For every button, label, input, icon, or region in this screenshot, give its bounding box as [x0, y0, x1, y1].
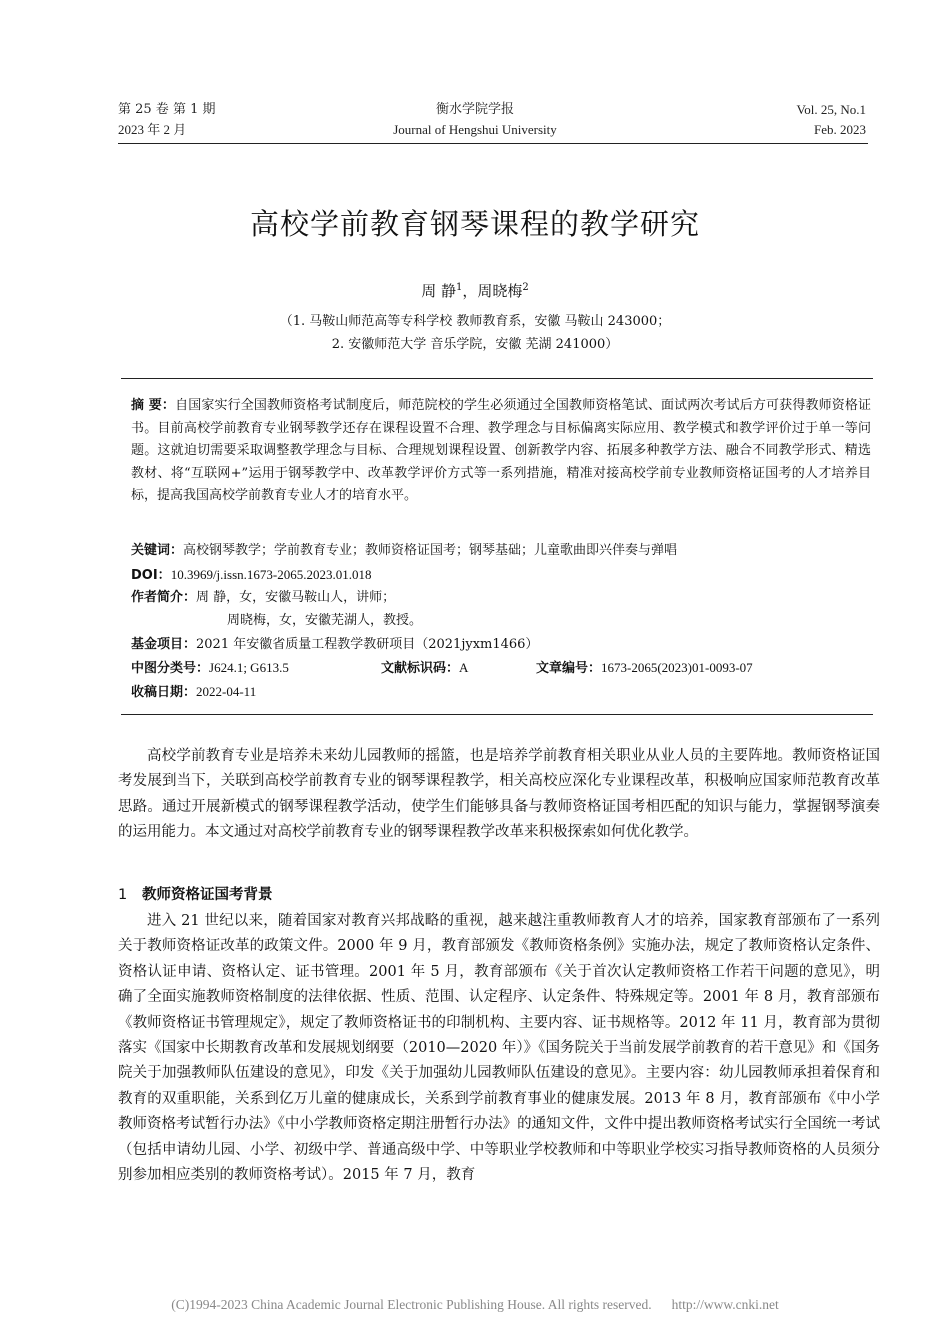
header-divider — [118, 143, 868, 144]
doc-code-value: A — [459, 660, 469, 675]
issue-date: 2023 年 2 月 — [118, 122, 187, 137]
affiliation-1: （1. 马鞍山师范高等专科学校 教师教育系，安徽 马鞍山 243000； — [279, 314, 671, 329]
doc-code-label: 文献标识码： — [381, 661, 460, 676]
keywords-label: 关键词： — [131, 543, 184, 558]
fund-value: 2021 年安徽省质量工程教学教研项目（2021jyxm1466） — [196, 637, 539, 652]
fund-label: 基金项目： — [131, 637, 197, 652]
doc-code — [381, 657, 468, 681]
author-intro-line-2: 周晓梅，女，安徽芜湖人，教授。 — [227, 613, 423, 628]
section-1-number: 1 — [118, 887, 128, 903]
volume-en: Vol. 25, No.1 — [796, 102, 866, 117]
section-1-heading — [118, 883, 273, 908]
article-no — [536, 657, 753, 681]
author-intro — [131, 587, 395, 610]
article-no-label: 文章编号： — [536, 661, 602, 676]
fund — [131, 634, 538, 657]
journal-name-cn: 衡水学院学报 — [435, 102, 514, 117]
abstract-label: 摘 要： — [131, 398, 176, 413]
section-1-paragraph: 进入 21 世纪以来，随着国家对教育兴邦战略的重视，越来越注重教师教育人才的培养，国家教育部颁布了一系列关于教师资格证改革的政策文件。2000 年 9 月，教育部颁发《教师资格条例》实施办法，规定了教师资格认定条件、资格认证申请、资格认定、证书管理。2001 年 5 月，教育部颁布《关于首次认定教师资格工作若干问题的意见》，明确了全面实施教师资格制度的法律依据、性质、范围、认定程序、认定条件、特殊规定等。2001 年 8 月，教育部颁布《教师资格证书管理规定》，规定了教师资格证书的印制机构、主要内容、证书规格等。2012 年 11 月，教育部为贯彻落实《国家中长期教育改革和发展规划纲要（2010—2020 年）》《国务院关于当前发展学前教育的若干意见》和《国务院关于加强教师队伍建设的意见》，印发《关于加强幼儿园教师队伍建设的意见》。主要内容：幼儿园教师承担着保育和教育的双重职能，关系到亿万儿童的健康成长，关系到学前教育事业的健康发展。2013 年 8 月，教育部颁布《中小学教师资格考试暂行办法》《中小学教师资格定期注册暂行办法》的通知文件，文件中提出教师资格考试实行全国统一考试（包括申请幼儿园、小学、初级中学、普通高级中学、中等职业学校教师和中等职业学校实习指导教师资格的人员须分别参加相应类别的教师资格考试）。2015 年 7 月，教育 — [118, 913, 880, 1184]
keywords — [131, 540, 677, 563]
doi — [131, 564, 371, 588]
date-en: Feb. 2023 — [814, 122, 866, 137]
volume-issue: 第 25 卷 第 1 期 — [118, 102, 216, 117]
copyright-notice: (C)1994-2023 China Academic Journal Electronic Publishing House. All rights reserved. — [171, 1297, 652, 1312]
author-1: 周 静 — [421, 282, 456, 300]
cnki-url[interactable]: http://www.cnki.net — [671, 1297, 779, 1312]
author-intro-line-1: 周 静，女，安徽马鞍山人，讲师； — [196, 590, 396, 605]
abstract-text: 自国家实行全国教师资格考试制度后，师范院校的学生必须通过全国教师资格笔试、面试两次考试后方可获得教师资格证书。目前高校学前教育专业钢琴教学还存在课程设置不合理、教学理念与目标偏离实际应用、教学模式和教学评价过于单一等问题。这就迫切需要采取调整教学理念与目标、合理规划课程设置、创新教学内容、拓展多种教学方法、融合不同教学形式、精选教材、将“互联网+”运用于钢琴教学中、改革教学评价方式等一系列措施，精准对接高校学前专业教师资格证国考的人才培养目标，提高我国高校学前教育专业人才的培育水平。 — [131, 398, 871, 503]
author-intro-label: 作者简介： — [131, 590, 197, 605]
received-value: 2022-04-11 — [196, 684, 257, 699]
section-1-title: 教师资格证国考背景 — [142, 887, 273, 903]
received-date — [131, 681, 256, 705]
abstract — [131, 395, 871, 508]
running-header-right — [797, 100, 866, 140]
article-no-value: 1673-2065(2023)01-0093-07 — [601, 660, 753, 675]
clc-label: 中图分类号： — [131, 661, 210, 676]
article-title: 高校学前教育钢琴课程的教学研究 — [249, 207, 700, 241]
cnki-footer — [0, 1297, 950, 1313]
doi-value: 10.3969/j.issn.1673-2065.2023.01.018 — [170, 567, 372, 582]
intro-paragraph: 高校学前教育专业是培养未来幼儿园教师的摇篮，也是培养学前教育相关职业从业人员的主要阵地。教师资格证国考发展到当下，关联到高校学前教育专业的钢琴课程教学，相关高校应深化专业课程改革，积极响应国家师范教育改革思路。通过开展新模式的钢琴课程教学活动，使学生们能够具备与教师资格证国考相匹配的知识与能力，掌握钢琴演奏的运用能力。本文通过对高校学前教育专业的钢琴课程教学改革来积极探索如何优化教学。 — [118, 748, 880, 841]
journal-name-en: Journal of Hengshui University — [393, 122, 557, 137]
author-2: 周晓梅 — [477, 282, 523, 300]
abstract-bottom-rule — [121, 714, 873, 715]
affiliation-2: 2. 安徽师范大学 音乐学院，安徽 芜湖 241000） — [331, 337, 619, 352]
author-intro-cont — [227, 610, 422, 633]
clc — [131, 657, 289, 681]
author-1-affil-mark: 1 — [456, 282, 463, 293]
keywords-text: 高校钢琴教学；学前教育专业；教师资格证国考；钢琴基础；儿童歌曲即兴伴奏与弹唱 — [183, 543, 678, 558]
abstract-top-rule — [121, 378, 873, 379]
doi-label: DOI： — [131, 568, 171, 583]
author-2-affil-mark: 2 — [522, 282, 529, 293]
author-separator: ， — [462, 282, 478, 300]
received-label: 收稿日期： — [131, 685, 197, 700]
clc-value: J624.1; G613.5 — [209, 660, 289, 675]
author-line — [0, 280, 950, 301]
